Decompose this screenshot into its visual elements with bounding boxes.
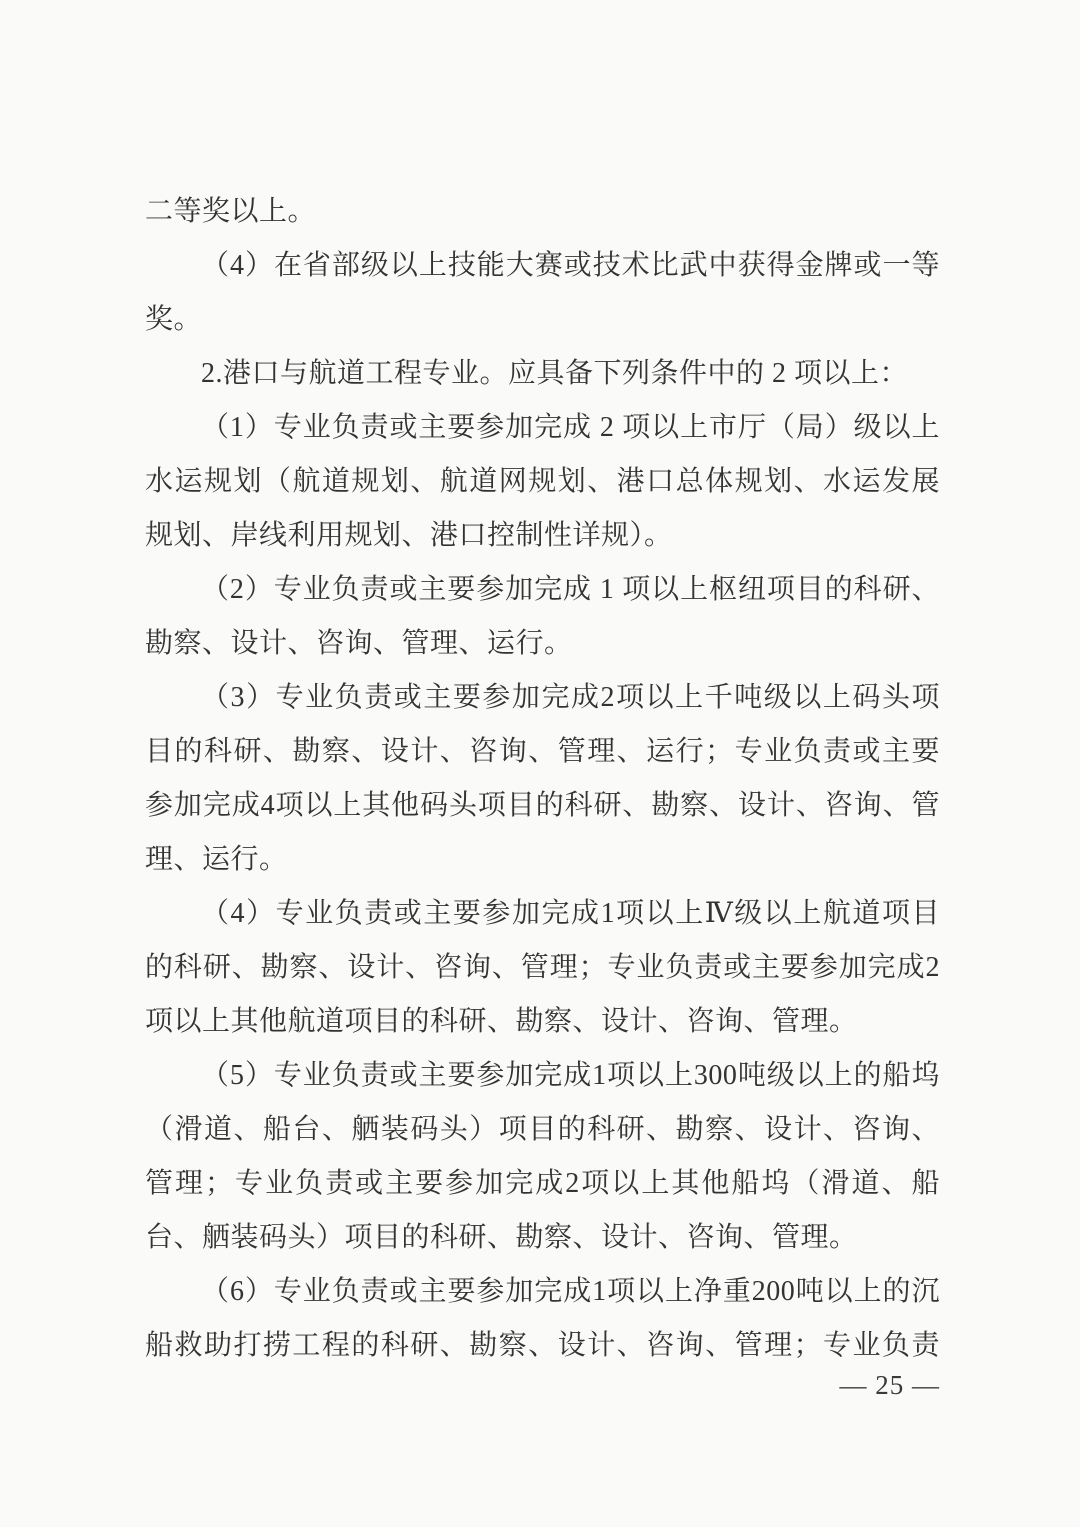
text-line: （5）专业负责或主要参加完成1项以上300吨级以上的船坞 [201,1060,940,1091]
paragraph-item-2-hub-projects [145,563,940,671]
text-line: 二等奖以上。 [145,196,317,227]
paragraph-continuation-from-previous-page [145,185,940,239]
text-line: 目的科研、勘察、设计、咨询、管理、运行；专业负责或主要 [145,736,940,767]
text-line: 理、运行。 [145,844,288,875]
text-line: 管理；专业负责或主要参加完成2项以上其他船坞（滑道、船 [145,1168,940,1199]
text-line: 项以上其他航道项目的科研、勘察、设计、咨询、管理。 [145,1006,858,1037]
text-line: 勘察、设计、咨询、管理、运行。 [145,628,573,659]
paragraph-item-4-skills-competition [145,239,940,347]
paragraph-item-5-dock-projects [145,1049,940,1265]
text-line: （6）专业负责或主要参加完成1项以上净重200吨以上的沉 [201,1276,940,1307]
text-line: （4）在省部级以上技能大赛或技术比武中获得金牌或一等 [201,250,940,281]
text-line: 船救助打捞工程的科研、勘察、设计、咨询、管理；专业负责 [145,1330,940,1361]
text-line: 规划、岸线利用规划、港口控制性详规）。 [145,520,673,551]
text-line: 台、舾装码头）项目的科研、勘察、设计、咨询、管理。 [145,1222,858,1253]
text-line: （1）专业负责或主要参加完成 2 项以上市厅（局）级以上 [201,412,940,443]
text-line: （4）专业负责或主要参加完成1项以上Ⅳ级以上航道项目 [201,898,940,929]
body-text-column [145,185,940,1373]
text-line: 奖。 [145,304,203,335]
text-line: 水运规划（航道规划、航道网规划、港口总体规划、水运发展 [145,466,940,497]
page-number: — 25 — [839,1370,940,1400]
paragraph-item-1-water-transport-planning [145,401,940,563]
text-line: 的科研、勘察、设计、咨询、管理；专业负责或主要参加完成2 [145,952,940,983]
paragraph-item-3-wharf-projects [145,671,940,887]
text-line: 2.港口与航道工程专业。应具备下列条件中的 2 项以上： [201,358,909,389]
paragraph-item-4-waterway-projects [145,887,940,1049]
page-footer [145,1370,940,1401]
paragraph-section-2-port-and-waterway-heading [145,347,940,401]
text-line: （滑道、船台、舾装码头）项目的科研、勘察、设计、咨询、 [145,1114,940,1145]
text-line: 参加完成4项以上其他码头项目的科研、勘察、设计、咨询、管 [145,790,940,821]
text-line: （3）专业负责或主要参加完成2项以上千吨级以上码头项 [201,682,940,713]
text-line: （2）专业负责或主要参加完成 1 项以上枢纽项目的科研、 [201,574,940,605]
paragraph-item-6-salvage-projects-partial [145,1265,940,1373]
